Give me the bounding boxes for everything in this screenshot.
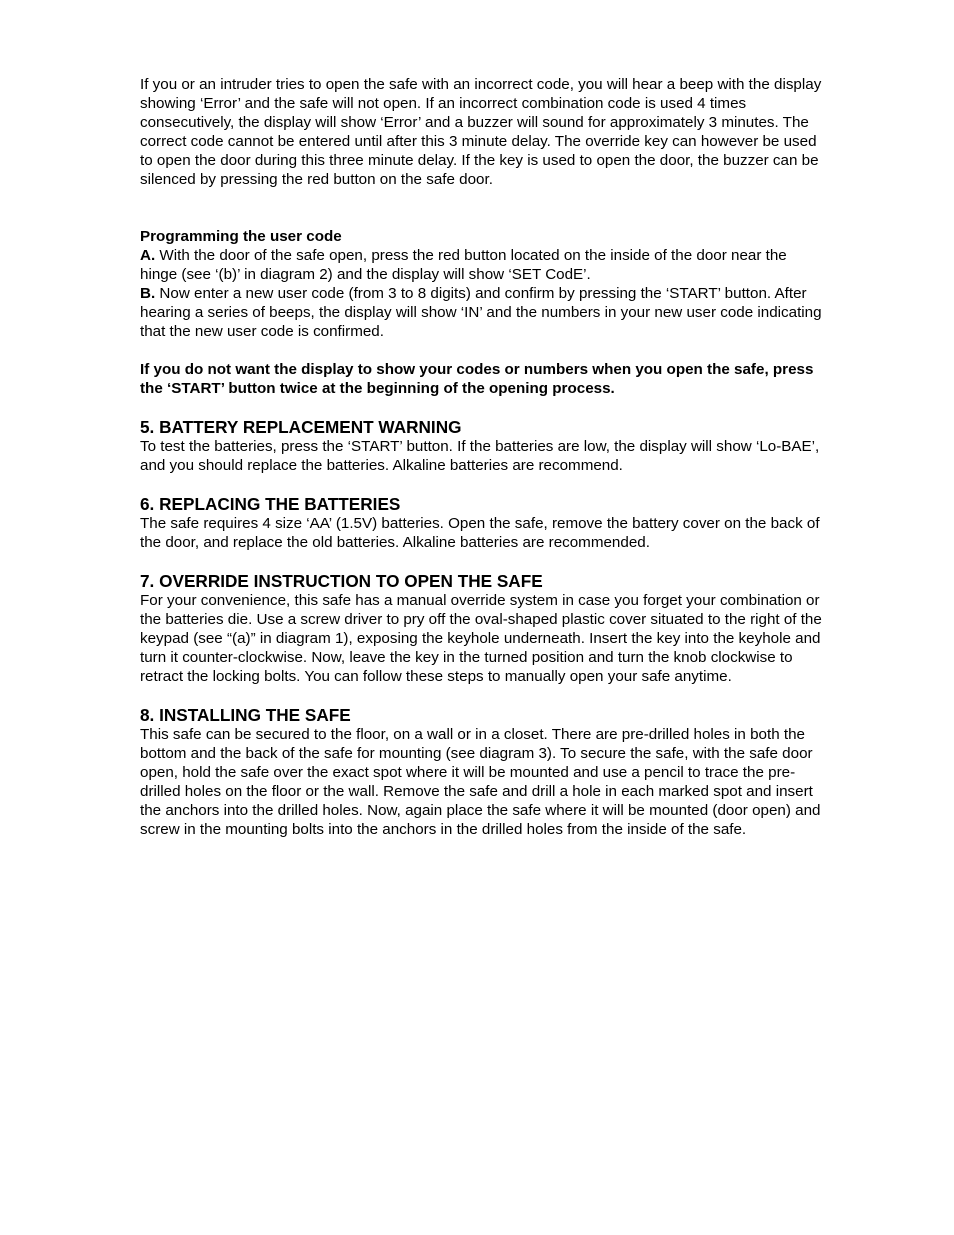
section-battery-replacement-warning	[140, 417, 825, 475]
section-heading: 7. OVERRIDE INSTRUCTION TO OPEN THE SAFE	[140, 571, 543, 591]
programming-user-code-block	[140, 227, 825, 398]
step-b-text: Now enter a new user code (from 3 to 8 digits) and confirm by pressing the ‘START’ button. After hearing a series of beeps, the display will show ‘IN’ and the numbers in your new user code indicating that the new user code is confirmed.	[140, 285, 822, 340]
intro-paragraph: If you or an intruder tries to open the safe with an incorrect code, you will hear a beep with the display showing ‘Error’ and the safe will not open. If an incorrect combination code is used 4 times consecutively, the display will show ‘Error’ and a buzzer will sound for approximately 3 minutes. The correct code cannot be entered until after this 3 minute delay. The override key can however be used to open the door during this three minute delay. If the key is used to open the door, the buzzer can be silenced by pressing the red button on the safe door.	[140, 76, 822, 188]
section-heading: 6. REPLACING THE BATTERIES	[140, 494, 401, 514]
programming-step-a	[140, 246, 825, 284]
section-body: For your convenience, this safe has a manual override system in case you forget your combination or the batteries die. Use a screw driver to pry off the oval-shaped plastic cover situated to the right of the keypad (see “(a)” in diagram 1), exposing the keyhole underneath. Insert the key into the keyhole and turn it counter-clockwise. Now, leave the key in the turned position and turn the knob clockwise to retract the locking bolts. You can follow these steps to manually open your safe anytime.	[140, 592, 822, 685]
section-body: The safe requires 4 size ‘AA’ (1.5V) batteries. Open the safe, remove the battery cover on the back of the door, and replace the old batteries. Alkaline batteries are recommended.	[140, 515, 820, 551]
document-page	[140, 75, 825, 839]
step-b-label: B.	[140, 285, 156, 302]
section-body: This safe can be secured to the floor, on a wall or in a closet. There are pre-drilled holes in both the bottom and the back of the safe for mounting (see diagram 3). To secure the safe, with the safe door open, hold the safe over the exact spot where it will be mounted and use a pencil to trace the pre-drilled holes on the floor or the wall. Remove the safe and drill a hole in each marked spot and insert the anchors into the drilled holes. Now, again place the safe where it will be mounted (door open) and screw in the mounting bolts into the anchors in the drilled holes from the inside of the safe.	[140, 726, 821, 838]
programming-step-b	[140, 284, 825, 341]
section-override-instruction	[140, 571, 825, 686]
section-installing-safe	[140, 705, 825, 839]
step-a-text: With the door of the safe open, press the red button located on the inside of the door near the hinge (see ‘(b)’ in diagram 2) and the display will show ‘SET CodE’.	[140, 247, 787, 283]
section-body: To test the batteries, press the ‘START’ button. If the batteries are low, the display will show ‘Lo-BAE’, and you should replace the batteries. Alkaline batteries are recommend.	[140, 438, 820, 474]
display-privacy-warning: If you do not want the display to show your codes or numbers when you open the safe, press the ‘START’ button twice at the beginning of the opening process.	[140, 361, 814, 397]
section-heading: 5. BATTERY REPLACEMENT WARNING	[140, 417, 462, 437]
step-a-label: A.	[140, 247, 156, 264]
section-heading: 8. INSTALLING THE SAFE	[140, 705, 351, 725]
programming-heading: Programming the user code	[140, 228, 342, 245]
section-replacing-batteries	[140, 494, 825, 552]
